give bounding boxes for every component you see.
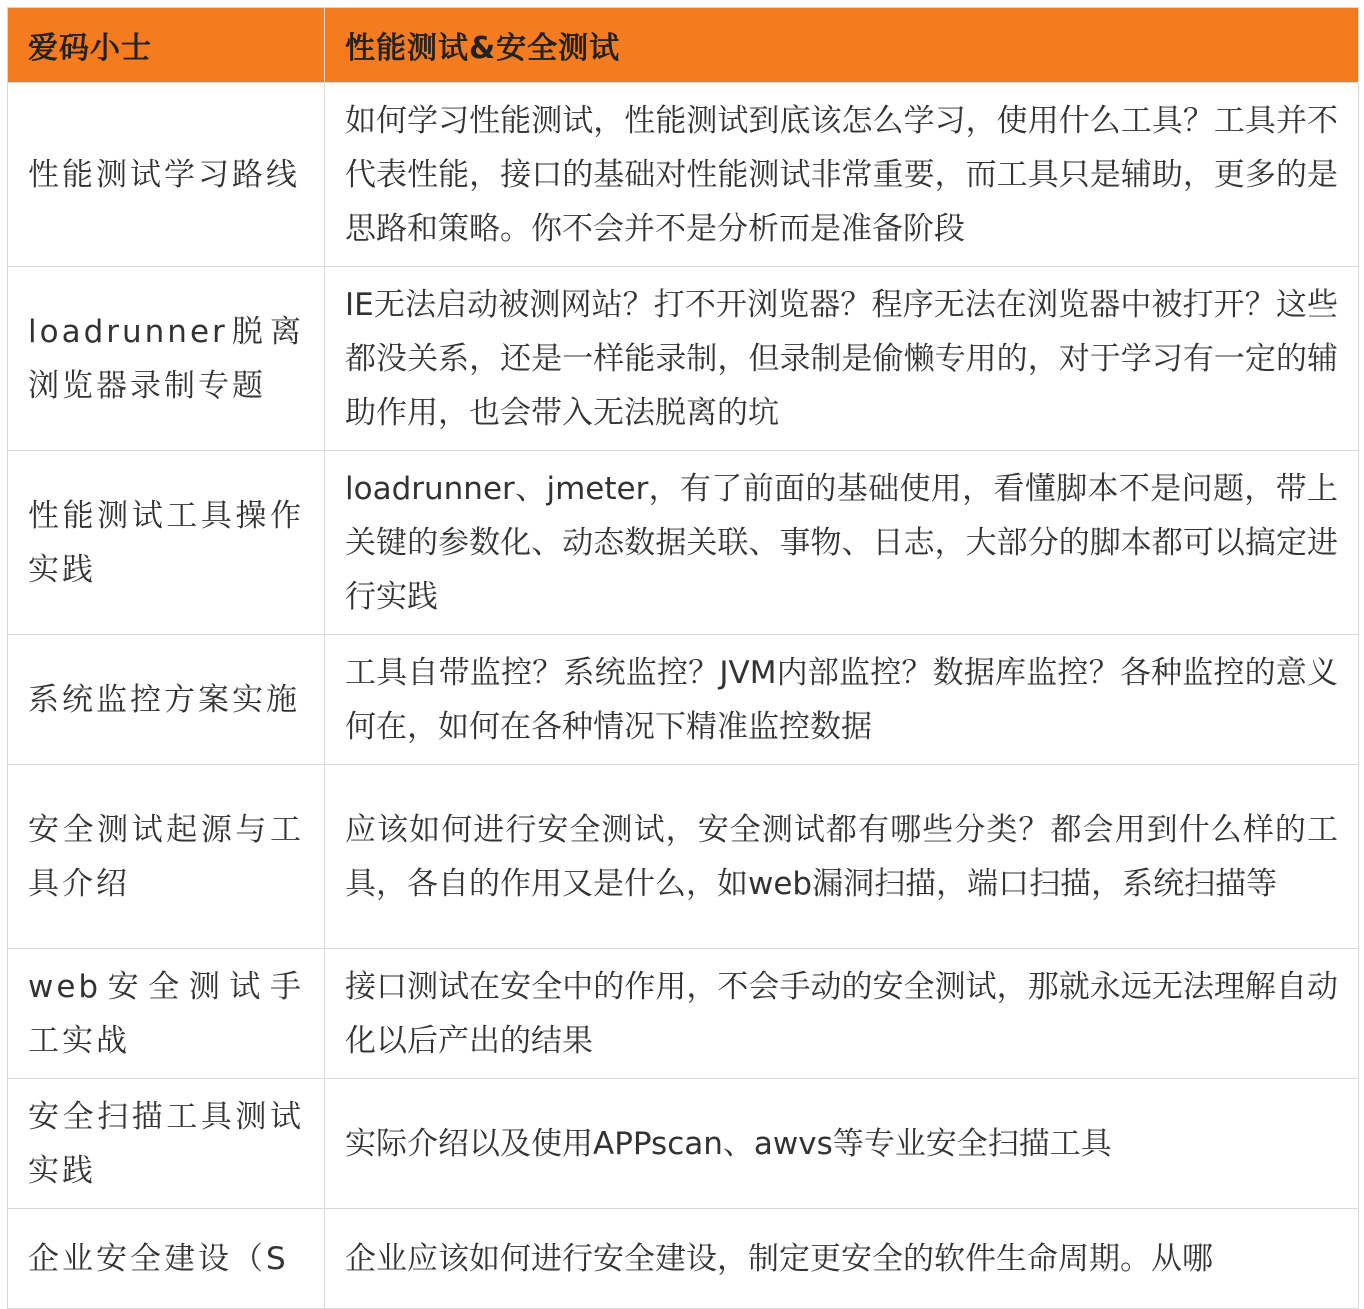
description-cell: 接口测试在安全中的作用，不会手动的安全测试，那就永远无法理解自动化以后产出的结果 <box>325 949 1359 1079</box>
topic-cell: 安全测试起源与工具介绍 <box>8 765 325 949</box>
table-row <box>8 83 1359 267</box>
topic-cell: loadrunner脱离浏览器录制专题 <box>8 267 325 451</box>
course-table <box>7 7 1359 1309</box>
table-row <box>8 1079 1359 1209</box>
table-row <box>8 267 1359 451</box>
topic-cell: 性能测试学习路线 <box>8 83 325 267</box>
topic-cell: web安全测试手工实战 <box>8 949 325 1079</box>
header-subject: 性能测试&安全测试 <box>325 8 1359 83</box>
description-cell: IE无法启动被测网站？打不开浏览器？程序无法在浏览器中被打开？这些都没关系，还是一样能录制，但录制是偷懒专用的，对于学习有一定的辅助作用，也会带入无法脱离的坑 <box>325 267 1359 451</box>
table-row <box>8 1209 1359 1309</box>
topic-cell: 性能测试工具操作实践 <box>8 451 325 635</box>
description-cell: 实际介绍以及使用APPscan、awvs等专业安全扫描工具 <box>325 1079 1359 1209</box>
table-row <box>8 949 1359 1079</box>
topic-cell: 安全扫描工具测试实践 <box>8 1079 325 1209</box>
table-header-row <box>8 8 1359 83</box>
topic-cell: 企业安全建设（S <box>8 1209 325 1309</box>
description-cell: 如何学习性能测试，性能测试到底该怎么学习，使用什么工具？工具并不代表性能，接口的基础对性能测试非常重要，而工具只是辅助，更多的是思路和策略。你不会并不是分析而是准备阶段 <box>325 83 1359 267</box>
topic-cell: 系统监控方案实施 <box>8 635 325 765</box>
description-cell: 工具自带监控？系统监控？JVM内部监控？数据库监控？各种监控的意义何在，如何在各种情况下精准监控数据 <box>325 635 1359 765</box>
table-row <box>8 451 1359 635</box>
description-cell: 企业应该如何进行安全建设，制定更安全的软件生命周期。从哪 <box>325 1209 1359 1309</box>
table-row <box>8 635 1359 765</box>
table-row <box>8 765 1359 949</box>
description-cell: 应该如何进行安全测试，安全测试都有哪些分类？都会用到什么样的工具，各自的作用又是什么，如web漏洞扫描，端口扫描，系统扫描等 <box>325 765 1359 949</box>
description-cell: loadrunner、jmeter，有了前面的基础使用，看懂脚本不是问题，带上关键的参数化、动态数据关联、事物、日志，大部分的脚本都可以搞定进行实践 <box>325 451 1359 635</box>
header-brand: 爱码小士 <box>8 8 325 83</box>
